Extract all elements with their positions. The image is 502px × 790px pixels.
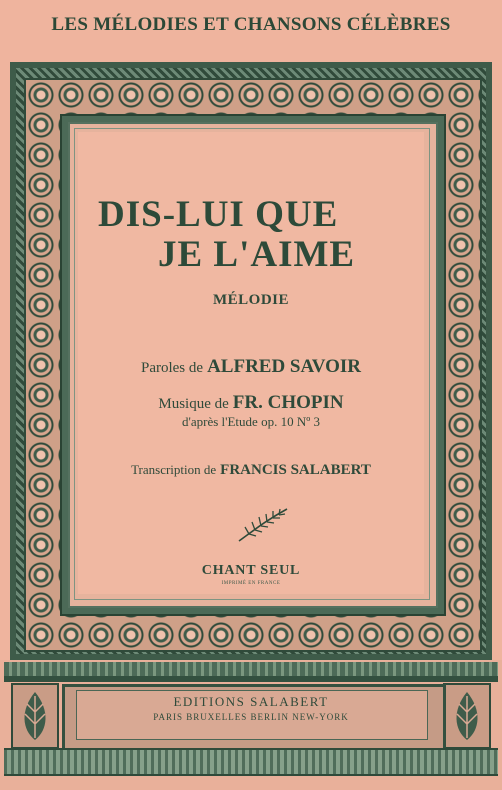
publisher-cities: PARIS BRUXELLES BERLIN NEW-YORK <box>153 712 349 722</box>
printed-in-label: IMPRIMÉ EN FRANCE <box>221 581 281 586</box>
transcription-prefix: Transcription de <box>131 462 217 477</box>
transcription-author: FRANCIS SALABERT <box>220 462 371 478</box>
lyrics-credit <box>0 356 502 378</box>
lyrics-author: ALFRED SAVOIR <box>207 356 362 377</box>
source-note: d'après l'Etude op. 10 Nº 3 <box>182 414 320 429</box>
music-prefix: Musique de <box>158 396 229 412</box>
song-title-line-2: JE L'AIME <box>158 234 356 275</box>
ledge-molding <box>4 662 498 676</box>
subtitle: MÉLODIE <box>212 292 289 308</box>
publisher-name: EDITIONS SALABERT <box>173 694 329 709</box>
series-title: LES MÉLODIES ET CHANSONS CÉLÈBRES <box>51 14 451 35</box>
lyrics-prefix: Paroles de <box>140 360 204 376</box>
ledge-line <box>4 676 498 682</box>
base-molding <box>4 748 498 776</box>
voice-label: CHANT SEUL <box>201 563 301 578</box>
music-credit <box>0 392 502 414</box>
music-author: FR. CHOPIN <box>232 392 344 413</box>
transcription-credit <box>0 461 502 479</box>
quill-icon <box>235 505 291 545</box>
song-title-line-1: DIS-LUI QUE <box>98 194 339 235</box>
